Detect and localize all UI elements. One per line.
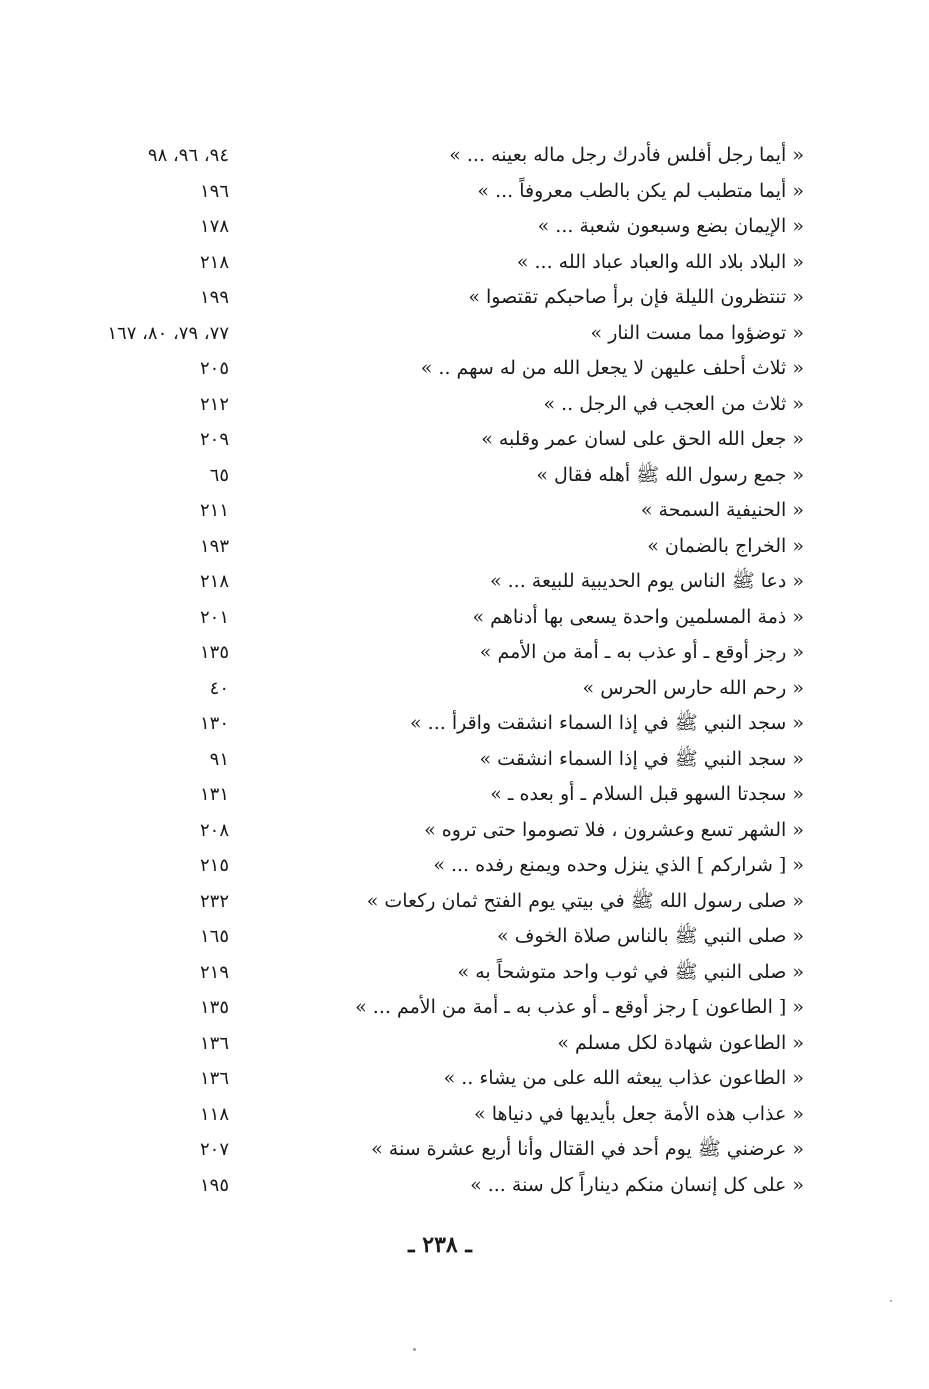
- entry-page-numbers: ٢١٨: [199, 571, 229, 592]
- index-entry: [0, 990, 929, 1026]
- index-entry: [0, 564, 929, 600]
- scan-speck: [890, 1300, 892, 1302]
- index-entry: [0, 671, 929, 707]
- index-entry: [0, 1132, 929, 1168]
- entry-text: « أيما متطبب لم يكن بالطب معروفاً ... »: [477, 179, 804, 202]
- entry-page-numbers: ٢٠٩: [199, 429, 229, 450]
- entry-page-numbers: ٢١٩: [199, 961, 229, 983]
- index-entry: [0, 635, 929, 671]
- entry-text: « على كل إنسان منكم ديناراً كل سنة ... »: [470, 1173, 804, 1196]
- entry-text: « رجز أوقع ـ أو عذب به ـ أمة من الأمم »: [479, 641, 804, 663]
- index-entry: [0, 1061, 929, 1097]
- entry-text: « عذاب هذه الأمة جعل بأيديها في دنياها »: [474, 1102, 804, 1125]
- index-entry: [0, 138, 929, 174]
- index-entry: [0, 529, 929, 565]
- entry-text: « الخراج بالضمان »: [647, 534, 804, 557]
- entry-page-numbers: ١٣٥: [199, 642, 229, 663]
- entry-page-numbers: ١٣٦: [199, 1068, 229, 1089]
- entry-text: « دعا ﷺ الناس يوم الحديبية للبيعة ... »: [489, 570, 804, 592]
- entry-page-numbers: ١٣٥: [199, 997, 229, 1018]
- entry-text: « البلاد بلاد الله والعباد عباد الله ... »: [516, 250, 804, 273]
- index-entry: [0, 351, 929, 387]
- index-entry: [0, 458, 929, 494]
- entry-text: « ذمة المسلمين واحدة يسعى بها أدناهم »: [472, 605, 804, 628]
- entry-text: « الطاعون عذاب يبعثه الله على من يشاء .. »: [443, 1067, 804, 1089]
- entry-page-numbers: ١٩٦: [199, 180, 229, 202]
- entry-page-numbers: ١٩٩: [199, 287, 229, 308]
- entry-page-numbers: ١١٨: [199, 1103, 229, 1125]
- entry-text: « عرضني ﷺ يوم أحد في القتال وأنا أربع عشرة سنة »: [371, 1138, 804, 1160]
- entry-text: « رحم الله حارس الحرس »: [582, 676, 804, 699]
- entry-text: « [ شراركم ] الذي ينزل وحده ويمنع رفده ... »: [433, 854, 804, 876]
- entry-text: « الطاعون شهادة لكل مسلم »: [557, 1031, 804, 1054]
- entry-page-numbers: ٩١: [209, 748, 229, 770]
- entry-page-numbers: ٢٠٨: [199, 819, 229, 841]
- index-entry: [0, 1097, 929, 1133]
- index-entry: [0, 493, 929, 529]
- index-entry: [0, 1026, 929, 1062]
- entry-text: « صلى رسول الله ﷺ في بيتي يوم الفتح ثمان ركعات »: [366, 889, 804, 912]
- entry-text: « تنتظرون الليلة فإن برأ صاحبكم تقتصوا »: [468, 286, 804, 308]
- index-entry: [0, 955, 929, 991]
- scan-speck: [413, 1348, 416, 1351]
- entry-text: « الإيمان بضع وسبعون شعبة ... »: [537, 215, 804, 237]
- index-entry: [0, 245, 929, 281]
- entry-page-numbers: ٤٠: [209, 677, 229, 699]
- entry-page-numbers: ٩٤، ٩٦، ٩٨: [147, 145, 229, 166]
- entry-page-numbers: ٢٠٥: [199, 358, 229, 379]
- entry-page-numbers: ١٩٥: [199, 1174, 229, 1196]
- index-entry: [0, 742, 929, 778]
- entry-page-numbers: ٢٣٢: [199, 890, 229, 912]
- entry-text: « [ الطاعون ] رجز أوقع ـ أو عذب به ـ أمة من الأمم ... »: [355, 996, 804, 1018]
- index-entry: [0, 280, 929, 316]
- entry-text: « توضؤوا مما مست النار »: [590, 321, 804, 344]
- entry-page-numbers: ١٧٨: [199, 216, 229, 237]
- index-entry: [0, 174, 929, 210]
- entry-page-numbers: ٦٥: [209, 464, 229, 486]
- index-entry: [0, 316, 929, 352]
- index-entry: [0, 422, 929, 458]
- index-entry: [0, 848, 929, 884]
- index-entry: [0, 600, 929, 636]
- entry-page-numbers: ١٦٥: [199, 926, 229, 947]
- index-entry: [0, 387, 929, 423]
- index-entry: [0, 777, 929, 813]
- entry-text: « ثلاث أحلف عليهن لا يجعل الله من له سهم .. »: [420, 357, 804, 379]
- entry-text: « سجدتا السهو قبل السلام ـ أو بعده ـ »: [490, 783, 804, 805]
- index-entry: [0, 813, 929, 849]
- entry-page-numbers: ٢٠٧: [199, 1139, 229, 1160]
- entry-page-numbers: ٢٠١: [199, 606, 229, 628]
- entry-text: « صلى النبي ﷺ في ثوب واحد متوشحاً به »: [457, 960, 804, 983]
- index-entry: [0, 884, 929, 920]
- entry-text: « ثلاث من العجب في الرجل .. »: [543, 392, 804, 415]
- entry-text: « أيما رجل أفلس فأدرك رجل ماله بعينه ... »: [449, 144, 804, 166]
- entry-text: « الحنيفية السمحة »: [640, 499, 804, 521]
- entry-text: « سجد النبي ﷺ في إذا السماء انشقت واقرأ ... »: [410, 712, 804, 734]
- index-entry: [0, 706, 929, 742]
- entry-page-numbers: ١٣١: [199, 784, 229, 805]
- entry-text: « جعل الله الحق على لسان عمر وقلبه »: [481, 428, 804, 450]
- entry-text: « سجد النبي ﷺ في إذا السماء انشقت »: [479, 747, 804, 770]
- entry-page-numbers: ٢١٥: [199, 855, 229, 876]
- entry-page-numbers: ٢١٢: [199, 393, 229, 415]
- entry-text: « جمع رسول الله ﷺ أهله فقال »: [536, 463, 804, 486]
- index-entry: [0, 209, 929, 245]
- entry-page-numbers: ١٣٠: [199, 713, 229, 734]
- entry-page-numbers: ١٣٦: [199, 1032, 229, 1054]
- entry-page-numbers: ١٩٣: [199, 535, 229, 557]
- entry-text: « صلى النبي ﷺ بالناس صلاة الخوف »: [497, 925, 804, 947]
- index-entry: [0, 919, 929, 955]
- hadith-index-list: [0, 138, 929, 1203]
- entry-page-numbers: ٢١١: [199, 500, 229, 521]
- entry-page-numbers: ٢١٨: [199, 251, 229, 273]
- entry-text: « الشهر تسع وعشرون ، فلا تصوموا حتى تروه »: [424, 818, 804, 841]
- page-number: ـ ٢٣٨ ـ: [408, 1232, 472, 1258]
- entry-page-numbers: ٧٧، ٧٩، ٨٠، ١٦٧: [107, 322, 229, 344]
- index-entry: [0, 1168, 929, 1204]
